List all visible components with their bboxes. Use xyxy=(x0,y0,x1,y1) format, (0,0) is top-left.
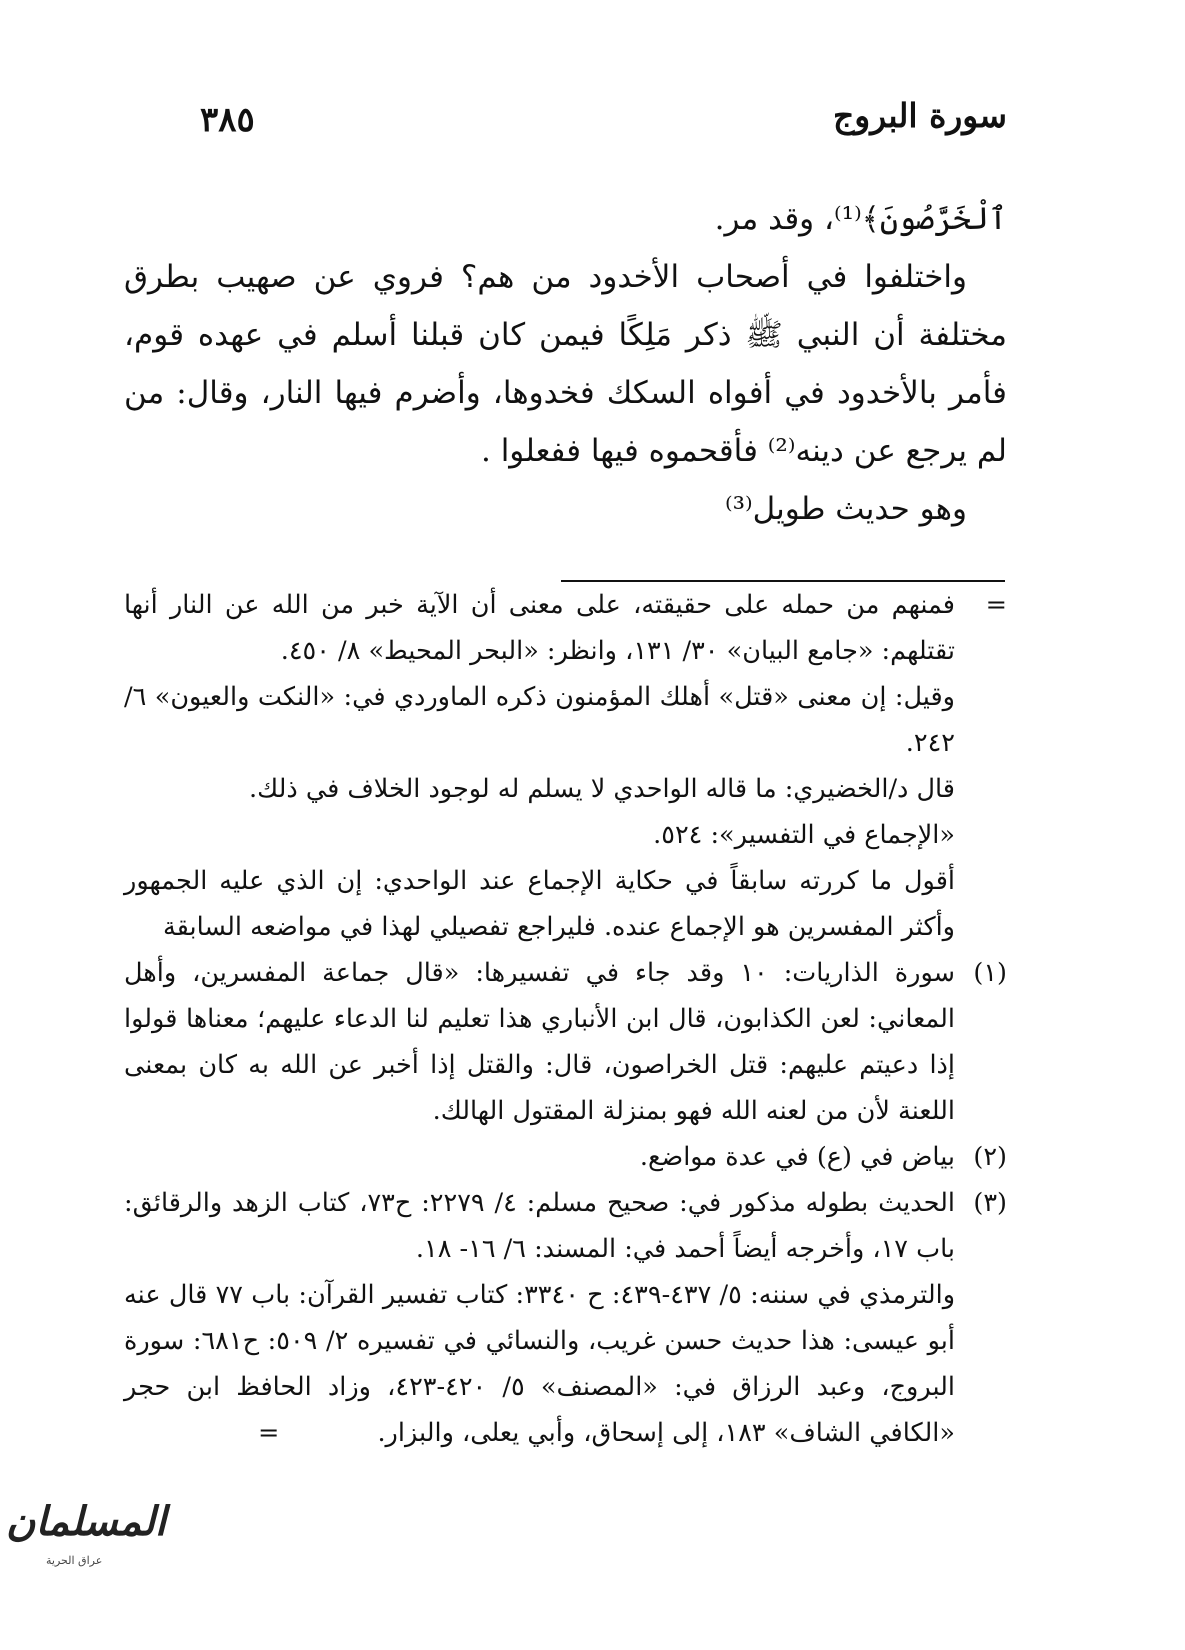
continuation-line: «الإجماع في التفسير»: ٥٢٤. xyxy=(653,820,955,850)
footnote-number: (٣) xyxy=(973,1188,1007,1218)
main-text xyxy=(124,190,1007,538)
line-fragment: ٱلْخَرَّصُونَ﴾⁽¹⁾، وقد مر. xyxy=(714,201,1007,237)
trailing-marker: = xyxy=(257,1418,280,1448)
footnote-number: (٢) xyxy=(973,1142,1007,1172)
footnote-text-2: والترمذي في سننه: ٥/ ٤٣٧-٤٣٩: ح ٣٣٤٠: كتاب تفسير القرآن: باب ٧٧ قال عنه أبو عيسى: هذا حديث حسن غريب، والنسائي في تفسيره ٢/ ٥٠٩: ح٦٨١: سورة البروج، وعبد الرزاق في: «المصنف» ٥/ ٤٢٠-٤٢٣، وزاد الحافظ ابن حجر «الكافي الشاف» ١٨٣، إلى إسحاق، وأبي يعلى، والبزار. xyxy=(124,1280,956,1448)
page-number: ٣٨٥ xyxy=(200,100,255,140)
footnote-3 xyxy=(124,1180,1007,1456)
footnote-text: بياض في (ع) في عدة مواضع. xyxy=(639,1142,955,1172)
paragraph-1: واختلفوا في أصحاب الأخدود من هم؟ فروي عن صهيب بطرق مختلفة أن النبي ﷺ ذكر مَلِكًا فيمن كان قبلنا أسلم في عهده قوم، فأمر بالأخدود في أفواه السكك فخدوها، وأضرم فيها النار، وقال: من لم يرجع عن دينه⁽²⁾ فأقحموه فيها ففعلوا . xyxy=(124,259,1007,469)
continuation-line: وقيل: إن معنى «قتل» أهلك المؤمنون ذكره الماوردي في: «النكت والعيون» ٦/ ٢٤٢. xyxy=(124,682,955,758)
logo-subtext: عراق الحرية xyxy=(46,1554,103,1567)
continuation-line: فمنهم من حمله على حقيقته، على معنى أن الآية خبر من الله عن النار أنها تقتلهم: «جامع البيان» ٣٠/ ١٣١، وانظر: «البحر المحيط» ٨/ ٤٥٠. xyxy=(124,590,955,666)
logo-text: المسلمان xyxy=(6,1498,167,1545)
footnote-1 xyxy=(124,950,1007,1134)
footnote-text-continued xyxy=(124,1272,955,1456)
footnote-2 xyxy=(124,1134,1007,1180)
paragraph-2: وهو حديث طويل⁽³⁾ xyxy=(724,491,967,527)
footnotes xyxy=(124,582,1007,1456)
footnote-continuation xyxy=(124,582,1007,950)
footnote-number: (١) xyxy=(973,958,1007,988)
calligraphy-logo-icon xyxy=(6,1488,167,1578)
footnote-text: الحديث بطوله مذكور في: صحيح مسلم: ٤/ ٢٢٧٩: ح٧٣، كتاب الزهد والرقائق: باب ١٧، وأخرجه أيضاً أحمد في: المسند: ٦/ ١٦- ١٨. xyxy=(124,1188,955,1264)
surah-title: سورة البروج xyxy=(832,96,1007,135)
continuation-line: أقول ما كررته سابقاً في حكاية الإجماع عند الواحدي: إن الذي عليه الجمهور وأكثر المفسرين هو الإجماع عنده. فليراجع تفصيلي لهذا في مواضعه السابقة xyxy=(124,866,955,942)
continuation-marker: = xyxy=(985,590,1007,620)
continuation-line: قال د/الخضيري: ما قاله الواحدي لا يسلم له لوجود الخلاف في ذلك. xyxy=(249,774,955,804)
footnote-text: سورة الذاريات: ١٠ وقد جاء في تفسيرها: «قال جماعة المفسرين، وأهل المعاني: لعن الكذابون، قال ابن الأنباري هذا تعليم لنا الدعاء عليهم؛ معناها قولوا إذا دعيتم عليهم: قتل الخراصون، قال: والقتل إذا أخبر عن الله به كان بمعنى اللعنة لأن من لعنه الله فهو بمنزلة المقتول الهالك. xyxy=(124,958,955,1126)
